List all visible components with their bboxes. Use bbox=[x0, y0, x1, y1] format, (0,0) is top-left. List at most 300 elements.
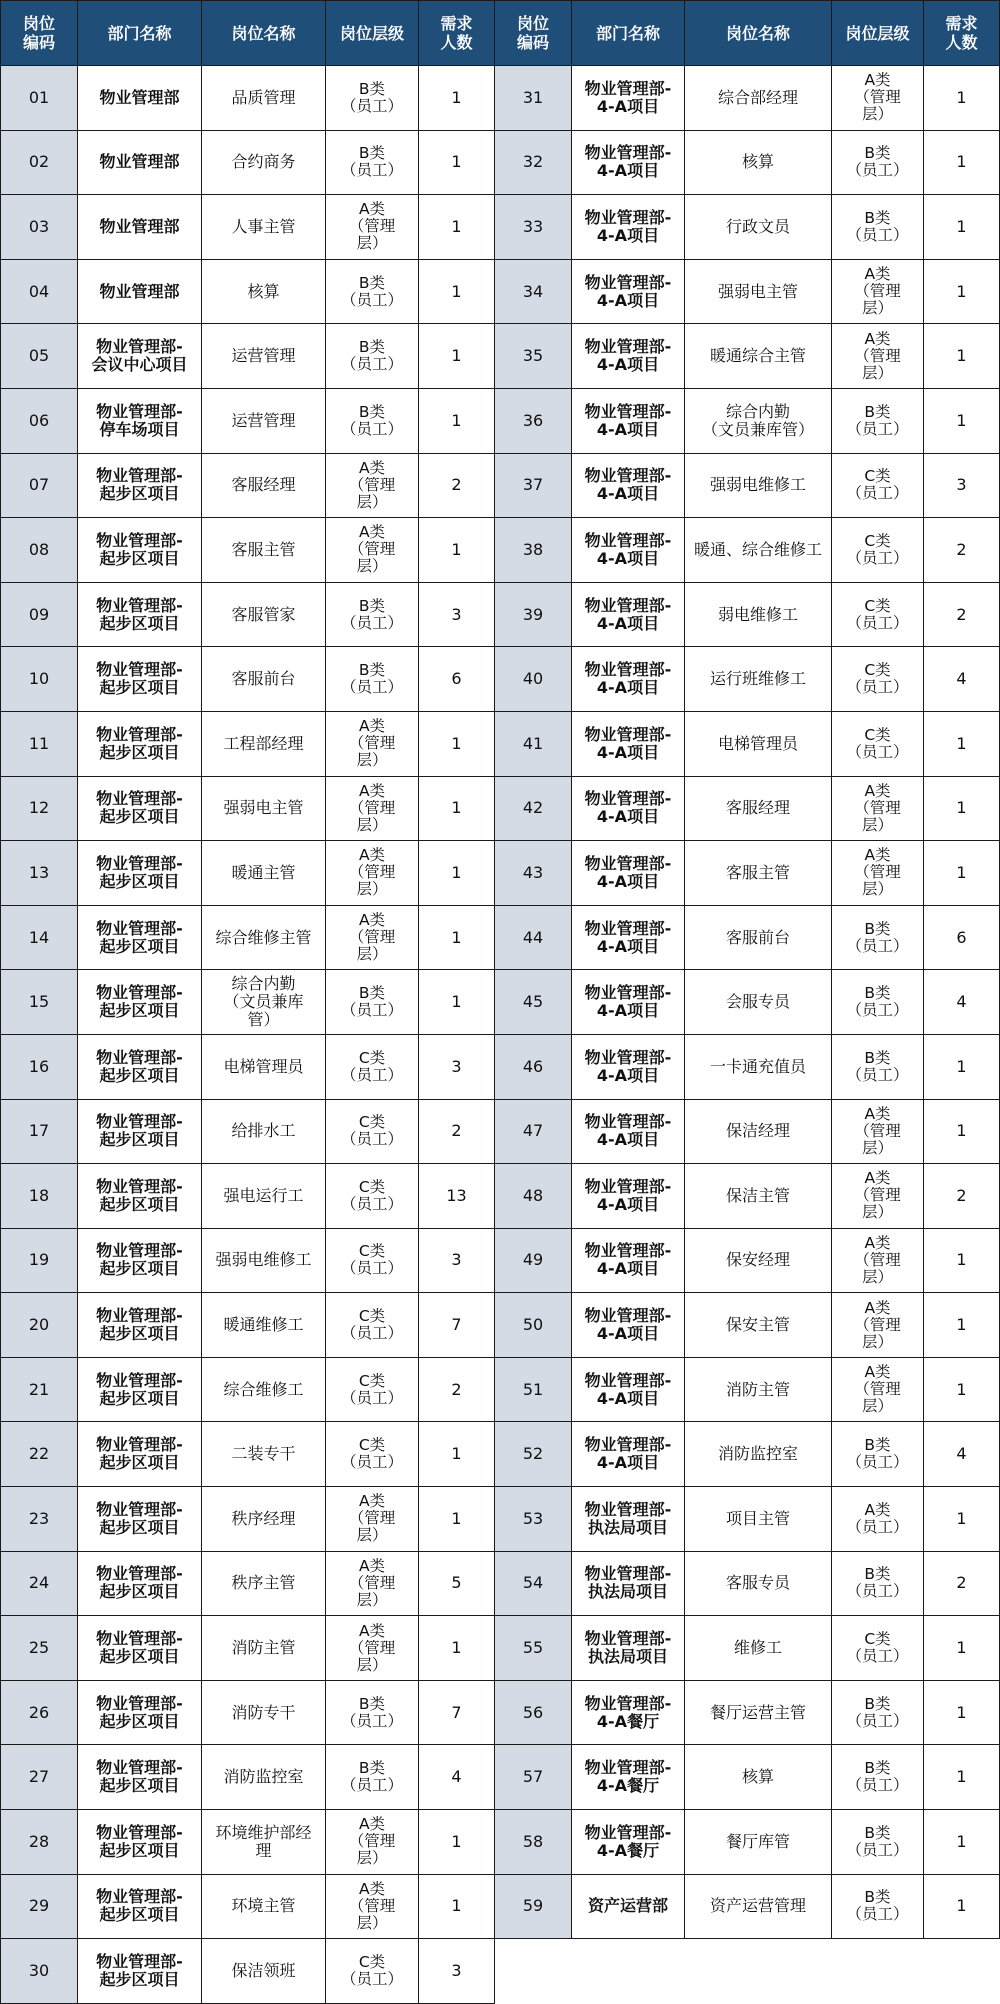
job-code-cell: 46 bbox=[495, 1034, 572, 1099]
job-code-cell: 13 bbox=[1, 841, 78, 906]
position-name-cell: 环境维护部经 理 bbox=[202, 1810, 326, 1875]
headcount-cell: 2 bbox=[419, 453, 495, 518]
position-level-cell: C类 （员工） bbox=[326, 1228, 419, 1293]
headcount-cell: 1 bbox=[419, 905, 495, 970]
job-code-cell: 30 bbox=[1, 1939, 78, 2004]
position-name-cell: 环境主管 bbox=[202, 1874, 326, 1939]
department-name-cell: 物业管理部- 4-A项目 bbox=[572, 518, 685, 583]
position-level-cell: C类 （员工） bbox=[832, 453, 924, 518]
position-name-cell: 客服专员 bbox=[685, 1551, 832, 1616]
department-name-cell: 物业管理部- 停车场项目 bbox=[78, 388, 202, 453]
department-name-cell: 物业管理部- 4-A项目 bbox=[572, 1228, 685, 1293]
position-name-cell: 消防专干 bbox=[202, 1680, 326, 1745]
department-name-cell: 物业管理部- 起步区项目 bbox=[78, 1164, 202, 1229]
position-name-cell: 强弱电维修工 bbox=[202, 1228, 326, 1293]
position-level-cell: B类 （员工） bbox=[832, 1874, 924, 1939]
job-code-cell: 25 bbox=[1, 1616, 78, 1681]
headcount-cell: 1 bbox=[924, 1293, 1000, 1358]
department-name-cell: 物业管理部- 4-A项目 bbox=[572, 1164, 685, 1229]
table-row bbox=[1, 1034, 1000, 1099]
position-name-cell: 合约商务 bbox=[202, 130, 326, 195]
headcount-cell: 3 bbox=[419, 582, 495, 647]
position-level-cell: C类 （员工） bbox=[832, 1616, 924, 1681]
headcount-cell: 3 bbox=[419, 1939, 495, 2004]
job-code-cell: 33 bbox=[495, 195, 572, 260]
table-row bbox=[1, 1810, 1000, 1875]
position-name-cell: 暖通、综合维修工 bbox=[685, 518, 832, 583]
position-level-cell: B类 （员工） bbox=[326, 970, 419, 1035]
department-name-cell: 物业管理部- 起步区项目 bbox=[78, 1228, 202, 1293]
position-level-cell: B类 （员工） bbox=[326, 647, 419, 712]
department-name-cell: 物业管理部- 4-A项目 bbox=[572, 647, 685, 712]
table-row bbox=[1, 1745, 1000, 1810]
job-code-cell: 42 bbox=[495, 776, 572, 841]
headcount-cell: 2 bbox=[924, 518, 1000, 583]
job-code-cell: 17 bbox=[1, 1099, 78, 1164]
department-name-cell: 物业管理部- 4-A项目 bbox=[572, 324, 685, 389]
department-name-cell: 物业管理部- 起步区项目 bbox=[78, 1616, 202, 1681]
job-code-cell: 48 bbox=[495, 1164, 572, 1229]
position-name-cell: 客服经理 bbox=[202, 453, 326, 518]
department-name-cell: 物业管理部- 起步区项目 bbox=[78, 1034, 202, 1099]
department-name-cell: 物业管理部- 4-A项目 bbox=[572, 970, 685, 1035]
department-name-cell: 物业管理部 bbox=[78, 66, 202, 131]
position-name-cell: 保安经理 bbox=[685, 1228, 832, 1293]
position-level-cell: A类 （管理 层） bbox=[326, 453, 419, 518]
position-name-cell: 电梯管理员 bbox=[685, 711, 832, 776]
table-row bbox=[1, 841, 1000, 906]
position-name-cell: 运营管理 bbox=[202, 324, 326, 389]
position-level-cell: A类 （管理 层） bbox=[832, 1228, 924, 1293]
job-code-cell: 51 bbox=[495, 1357, 572, 1422]
department-name-cell: 物业管理部- 4-A项目 bbox=[572, 582, 685, 647]
position-name-cell: 客服管家 bbox=[202, 582, 326, 647]
headcount-cell: 1 bbox=[419, 518, 495, 583]
position-name-cell: 餐厅库管 bbox=[685, 1810, 832, 1875]
position-level-cell: C类 （员工） bbox=[326, 1422, 419, 1487]
position-level-cell: B类 （员工） bbox=[832, 130, 924, 195]
job-code-cell: 29 bbox=[1, 1874, 78, 1939]
department-name-cell: 物业管理部- 起步区项目 bbox=[78, 970, 202, 1035]
department-name-cell: 物业管理部- 4-A项目 bbox=[572, 259, 685, 324]
position-level-cell: B类 （员工） bbox=[832, 1810, 924, 1875]
header-row bbox=[1, 1, 1000, 66]
department-name-cell: 物业管理部- 4-A项目 bbox=[572, 905, 685, 970]
job-code-cell: 12 bbox=[1, 776, 78, 841]
headcount-cell: 1 bbox=[419, 1487, 495, 1552]
headcount-cell: 4 bbox=[924, 647, 1000, 712]
headcount-cell: 6 bbox=[924, 905, 1000, 970]
headcount-cell: 6 bbox=[419, 647, 495, 712]
position-name-cell: 综合内勤 （文员兼库 管） bbox=[202, 970, 326, 1035]
position-level-cell: C类 （员工） bbox=[326, 1034, 419, 1099]
position-level-cell: A类 （管理 层） bbox=[326, 776, 419, 841]
job-code-cell: 41 bbox=[495, 711, 572, 776]
headcount-cell: 1 bbox=[419, 66, 495, 131]
position-name-cell: 保洁主管 bbox=[685, 1164, 832, 1229]
department-name-cell: 物业管理部- 起步区项目 bbox=[78, 453, 202, 518]
position-level-cell: B类 （员工） bbox=[326, 259, 419, 324]
headcount-cell: 1 bbox=[924, 776, 1000, 841]
position-level-cell: B类 （员工） bbox=[326, 388, 419, 453]
department-name-cell: 物业管理部- 起步区项目 bbox=[78, 776, 202, 841]
position-name-cell: 工程部经理 bbox=[202, 711, 326, 776]
job-code-cell: 19 bbox=[1, 1228, 78, 1293]
position-name-cell: 餐厅运营主管 bbox=[685, 1680, 832, 1745]
position-level-cell: A类 （管理 层） bbox=[326, 1874, 419, 1939]
job-code-cell: 02 bbox=[1, 130, 78, 195]
header-code-left: 岗位 编码 bbox=[1, 1, 78, 66]
job-code-cell: 03 bbox=[1, 195, 78, 260]
job-code-cell: 15 bbox=[1, 970, 78, 1035]
position-name-cell: 运营管理 bbox=[202, 388, 326, 453]
department-name-cell: 物业管理部- 4-A餐厅 bbox=[572, 1745, 685, 1810]
job-code-cell: 52 bbox=[495, 1422, 572, 1487]
job-code-cell: 38 bbox=[495, 518, 572, 583]
department-name-cell: 物业管理部- 起步区项目 bbox=[78, 1680, 202, 1745]
department-name-cell: 物业管理部- 4-A项目 bbox=[572, 195, 685, 260]
position-level-cell: A类 （管理 层） bbox=[326, 905, 419, 970]
job-code-cell: 23 bbox=[1, 1487, 78, 1552]
department-name-cell: 物业管理部- 起步区项目 bbox=[78, 1551, 202, 1616]
department-name-cell: 物业管理部- 4-A项目 bbox=[572, 776, 685, 841]
position-level-cell: A类 （管理 层） bbox=[832, 259, 924, 324]
headcount-cell: 1 bbox=[419, 1422, 495, 1487]
department-name-cell: 物业管理部- 4-A项目 bbox=[572, 1357, 685, 1422]
header-dept-left: 部门名称 bbox=[78, 1, 202, 66]
department-name-cell: 物业管理部 bbox=[78, 195, 202, 260]
headcount-cell: 1 bbox=[419, 324, 495, 389]
table-row bbox=[1, 1616, 1000, 1681]
position-name-cell: 保安主管 bbox=[685, 1293, 832, 1358]
position-level-cell: A类 （管理 层） bbox=[326, 195, 419, 260]
header-level-right: 岗位层级 bbox=[832, 1, 924, 66]
headcount-cell: 1 bbox=[924, 1357, 1000, 1422]
headcount-cell: 2 bbox=[924, 1551, 1000, 1616]
job-code-cell: 49 bbox=[495, 1228, 572, 1293]
position-name-cell: 项目主管 bbox=[685, 1487, 832, 1552]
position-level-cell: B类 （员工） bbox=[832, 970, 924, 1035]
headcount-cell: 1 bbox=[419, 130, 495, 195]
position-name-cell: 综合维修主管 bbox=[202, 905, 326, 970]
department-name-cell: 物业管理部- 4-A项目 bbox=[572, 711, 685, 776]
department-name-cell: 物业管理部- 4-A项目 bbox=[572, 1422, 685, 1487]
position-name-cell: 客服主管 bbox=[685, 841, 832, 906]
table-row bbox=[1, 453, 1000, 518]
position-name-cell: 强弱电主管 bbox=[202, 776, 326, 841]
job-code-cell: 20 bbox=[1, 1293, 78, 1358]
table-row bbox=[1, 1551, 1000, 1616]
headcount-cell: 1 bbox=[419, 711, 495, 776]
position-level-cell: A类 （管理 层） bbox=[326, 1616, 419, 1681]
position-name-cell: 弱电维修工 bbox=[685, 582, 832, 647]
position-level-cell: A类 （管理 层） bbox=[326, 1810, 419, 1875]
table-row bbox=[1, 711, 1000, 776]
headcount-cell: 1 bbox=[924, 259, 1000, 324]
department-name-cell: 物业管理部- 起步区项目 bbox=[78, 1939, 202, 2004]
header-dept-right: 部门名称 bbox=[572, 1, 685, 66]
position-level-cell: A类 （员工） bbox=[832, 1487, 924, 1552]
table-row bbox=[1, 1680, 1000, 1745]
headcount-cell: 1 bbox=[924, 1810, 1000, 1875]
position-name-cell: 维修工 bbox=[685, 1616, 832, 1681]
position-level-cell: C类 （员工） bbox=[832, 711, 924, 776]
position-name-cell: 客服前台 bbox=[685, 905, 832, 970]
position-name-cell: 消防监控室 bbox=[685, 1422, 832, 1487]
headcount-cell: 1 bbox=[924, 130, 1000, 195]
position-name-cell: 资产运营管理 bbox=[685, 1874, 832, 1939]
department-name-cell: 物业管理部- 起步区项目 bbox=[78, 905, 202, 970]
job-code-cell: 06 bbox=[1, 388, 78, 453]
position-level-cell: A类 （管理 层） bbox=[326, 711, 419, 776]
position-level-cell: C类 （员工） bbox=[832, 582, 924, 647]
department-name-cell: 物业管理部- 4-A餐厅 bbox=[572, 1680, 685, 1745]
headcount-cell: 3 bbox=[924, 453, 1000, 518]
position-level-cell: B类 （员工） bbox=[326, 1745, 419, 1810]
position-level-cell: B类 （员工） bbox=[326, 130, 419, 195]
job-code-cell: 37 bbox=[495, 453, 572, 518]
position-name-cell: 暖通主管 bbox=[202, 841, 326, 906]
department-name-cell: 物业管理部- 4-A项目 bbox=[572, 841, 685, 906]
job-code-cell: 43 bbox=[495, 841, 572, 906]
position-level-cell: A类 （管理 层） bbox=[326, 1487, 419, 1552]
job-code-cell: 55 bbox=[495, 1616, 572, 1681]
department-name-cell: 物业管理部- 起步区项目 bbox=[78, 711, 202, 776]
department-name-cell: 物业管理部- 起步区项目 bbox=[78, 1810, 202, 1875]
job-code-cell: 05 bbox=[1, 324, 78, 389]
position-level-cell: C类 （员工） bbox=[326, 1164, 419, 1229]
table-row bbox=[1, 388, 1000, 453]
table-row bbox=[1, 1422, 1000, 1487]
headcount-cell: 1 bbox=[924, 1680, 1000, 1745]
department-name-cell: 物业管理部- 起步区项目 bbox=[78, 1487, 202, 1552]
position-name-cell: 客服经理 bbox=[685, 776, 832, 841]
position-name-cell: 综合部经理 bbox=[685, 66, 832, 131]
table-row bbox=[1, 582, 1000, 647]
job-code-cell: 22 bbox=[1, 1422, 78, 1487]
job-code-cell: 01 bbox=[1, 66, 78, 131]
job-code-cell: 26 bbox=[1, 1680, 78, 1745]
position-level-cell: B类 （员工） bbox=[326, 1680, 419, 1745]
department-name-cell: 物业管理部- 起步区项目 bbox=[78, 1357, 202, 1422]
headcount-cell: 4 bbox=[924, 970, 1000, 1035]
position-level-cell: B类 （员工） bbox=[832, 1551, 924, 1616]
position-name-cell: 消防监控室 bbox=[202, 1745, 326, 1810]
position-name-cell: 综合内勤 （文员兼库管） bbox=[685, 388, 832, 453]
department-name-cell: 物业管理部- 执法局项目 bbox=[572, 1616, 685, 1681]
headcount-cell: 1 bbox=[419, 1616, 495, 1681]
department-name-cell: 物业管理部- 起步区项目 bbox=[78, 518, 202, 583]
department-name-cell: 物业管理部- 会议中心项目 bbox=[78, 324, 202, 389]
headcount-cell: 1 bbox=[924, 324, 1000, 389]
position-level-cell: B类 （员工） bbox=[832, 1034, 924, 1099]
position-level-cell: C类 （员工） bbox=[832, 647, 924, 712]
position-name-cell: 核算 bbox=[685, 1745, 832, 1810]
position-name-cell: 一卡通充值员 bbox=[685, 1034, 832, 1099]
job-code-cell: 35 bbox=[495, 324, 572, 389]
table-row bbox=[1, 259, 1000, 324]
department-name-cell: 物业管理部- 4-A餐厅 bbox=[572, 1810, 685, 1875]
headcount-cell: 3 bbox=[419, 1228, 495, 1293]
position-level-cell: B类 （员工） bbox=[832, 1422, 924, 1487]
table-row bbox=[1, 518, 1000, 583]
headcount-cell: 7 bbox=[419, 1293, 495, 1358]
position-level-cell: A类 （管理 层） bbox=[832, 1164, 924, 1229]
headcount-cell: 1 bbox=[419, 1810, 495, 1875]
headcount-cell: 1 bbox=[419, 388, 495, 453]
job-code-cell: 16 bbox=[1, 1034, 78, 1099]
position-level-cell: B类 （员工） bbox=[832, 1680, 924, 1745]
job-code-cell: 18 bbox=[1, 1164, 78, 1229]
position-level-cell: A类 （管理 层） bbox=[832, 1357, 924, 1422]
job-code-cell: 21 bbox=[1, 1357, 78, 1422]
position-level-cell: C类 （员工） bbox=[832, 518, 924, 583]
headcount-cell: 2 bbox=[924, 582, 1000, 647]
table-row bbox=[1, 1487, 1000, 1552]
headcount-cell: 4 bbox=[924, 1422, 1000, 1487]
department-name-cell: 物业管理部- 起步区项目 bbox=[78, 1745, 202, 1810]
position-name-cell: 保洁经理 bbox=[685, 1099, 832, 1164]
job-code-cell: 56 bbox=[495, 1680, 572, 1745]
position-name-cell: 给排水工 bbox=[202, 1099, 326, 1164]
position-name-cell: 秩序主管 bbox=[202, 1551, 326, 1616]
headcount-cell: 1 bbox=[924, 388, 1000, 453]
department-name-cell: 物业管理部- 4-A项目 bbox=[572, 1293, 685, 1358]
department-name-cell: 物业管理部- 4-A项目 bbox=[572, 1099, 685, 1164]
headcount-cell: 1 bbox=[924, 841, 1000, 906]
headcount-cell: 1 bbox=[419, 195, 495, 260]
headcount-cell: 1 bbox=[924, 195, 1000, 260]
department-name-cell: 资产运营部 bbox=[572, 1874, 685, 1939]
position-name-cell: 消防主管 bbox=[202, 1616, 326, 1681]
job-code-cell: 09 bbox=[1, 582, 78, 647]
job-code-cell: 24 bbox=[1, 1551, 78, 1616]
department-name-cell: 物业管理部 bbox=[78, 130, 202, 195]
position-name-cell: 秩序经理 bbox=[202, 1487, 326, 1552]
table-row bbox=[1, 130, 1000, 195]
headcount-cell: 1 bbox=[419, 1874, 495, 1939]
table-body bbox=[1, 66, 1000, 2004]
job-code-cell: 32 bbox=[495, 130, 572, 195]
department-name-cell: 物业管理部- 起步区项目 bbox=[78, 1874, 202, 1939]
job-code-cell: 28 bbox=[1, 1810, 78, 1875]
department-name-cell: 物业管理部- 起步区项目 bbox=[78, 647, 202, 712]
position-name-cell: 消防主管 bbox=[685, 1357, 832, 1422]
job-code-cell: 39 bbox=[495, 582, 572, 647]
headcount-cell: 1 bbox=[924, 1228, 1000, 1293]
headcount-cell: 1 bbox=[419, 776, 495, 841]
headcount-cell: 4 bbox=[419, 1745, 495, 1810]
job-code-cell: 04 bbox=[1, 259, 78, 324]
position-level-cell: A类 （管理 层） bbox=[326, 841, 419, 906]
position-level-cell: B类 （员工） bbox=[326, 66, 419, 131]
job-code-cell: 59 bbox=[495, 1874, 572, 1939]
position-name-cell: 强弱电维修工 bbox=[685, 453, 832, 518]
position-level-cell: C类 （员工） bbox=[326, 1357, 419, 1422]
headcount-cell: 1 bbox=[419, 259, 495, 324]
headcount-cell: 1 bbox=[924, 1034, 1000, 1099]
job-code-cell: 10 bbox=[1, 647, 78, 712]
headcount-cell: 3 bbox=[419, 1034, 495, 1099]
position-name-cell: 品质管理 bbox=[202, 66, 326, 131]
position-level-cell: A类 （管理 层） bbox=[832, 1293, 924, 1358]
department-name-cell: 物业管理部- 起步区项目 bbox=[78, 841, 202, 906]
position-level-cell: A类 （管理 层） bbox=[326, 1551, 419, 1616]
table-row bbox=[1, 1099, 1000, 1164]
position-name-cell: 二装专干 bbox=[202, 1422, 326, 1487]
header-post-right: 岗位名称 bbox=[685, 1, 832, 66]
department-name-cell: 物业管理部- 4-A项目 bbox=[572, 453, 685, 518]
table-row bbox=[1, 195, 1000, 260]
department-name-cell: 物业管理部 bbox=[78, 259, 202, 324]
position-level-cell: B类 （员工） bbox=[832, 905, 924, 970]
department-name-cell: 物业管理部- 起步区项目 bbox=[78, 1099, 202, 1164]
headcount-cell: 7 bbox=[419, 1680, 495, 1745]
position-level-cell: C类 （员工） bbox=[326, 1293, 419, 1358]
job-code-cell: 34 bbox=[495, 259, 572, 324]
job-code-cell: 31 bbox=[495, 66, 572, 131]
headcount-cell: 1 bbox=[924, 66, 1000, 131]
headcount-cell: 13 bbox=[419, 1164, 495, 1229]
headcount-cell: 2 bbox=[419, 1099, 495, 1164]
department-name-cell: 物业管理部- 4-A项目 bbox=[572, 1034, 685, 1099]
position-name-cell: 强电运行工 bbox=[202, 1164, 326, 1229]
table-row bbox=[1, 1164, 1000, 1229]
table-row bbox=[1, 1874, 1000, 1939]
headcount-cell: 1 bbox=[924, 1487, 1000, 1552]
empty-cell bbox=[495, 1939, 1000, 2004]
table-row bbox=[1, 1293, 1000, 1358]
position-level-cell: B类 （员工） bbox=[832, 1745, 924, 1810]
department-name-cell: 物业管理部- 4-A项目 bbox=[572, 130, 685, 195]
position-name-cell: 核算 bbox=[685, 130, 832, 195]
headcount-cell: 1 bbox=[924, 1616, 1000, 1681]
table-row bbox=[1, 66, 1000, 131]
header-level-left: 岗位层级 bbox=[326, 1, 419, 66]
job-code-cell: 50 bbox=[495, 1293, 572, 1358]
headcount-cell: 1 bbox=[924, 1099, 1000, 1164]
headcount-cell: 1 bbox=[924, 1874, 1000, 1939]
job-code-cell: 14 bbox=[1, 905, 78, 970]
department-name-cell: 物业管理部- 起步区项目 bbox=[78, 1293, 202, 1358]
department-name-cell: 物业管理部- 4-A项目 bbox=[572, 66, 685, 131]
position-name-cell: 人事主管 bbox=[202, 195, 326, 260]
department-name-cell: 物业管理部- 起步区项目 bbox=[78, 1422, 202, 1487]
position-level-cell: C类 （员工） bbox=[326, 1099, 419, 1164]
position-level-cell: A类 （管理 层） bbox=[832, 1099, 924, 1164]
table-row bbox=[1, 970, 1000, 1035]
headcount-cell: 2 bbox=[924, 1164, 1000, 1229]
position-level-cell: B类 （员工） bbox=[832, 195, 924, 260]
job-code-cell: 27 bbox=[1, 1745, 78, 1810]
table-row bbox=[1, 905, 1000, 970]
position-level-cell: C类 （员工） bbox=[326, 1939, 419, 2004]
table-row bbox=[1, 324, 1000, 389]
department-name-cell: 物业管理部- 执法局项目 bbox=[572, 1487, 685, 1552]
table-row bbox=[1, 1228, 1000, 1293]
job-code-cell: 57 bbox=[495, 1745, 572, 1810]
job-code-cell: 54 bbox=[495, 1551, 572, 1616]
position-level-cell: A类 （管理 层） bbox=[832, 841, 924, 906]
job-code-cell: 53 bbox=[495, 1487, 572, 1552]
position-level-cell: A类 （管理 层） bbox=[832, 66, 924, 131]
position-level-cell: B类 （员工） bbox=[326, 582, 419, 647]
headcount-cell: 1 bbox=[419, 841, 495, 906]
header-post-left: 岗位名称 bbox=[202, 1, 326, 66]
headcount-cell: 5 bbox=[419, 1551, 495, 1616]
position-name-cell: 暖通维修工 bbox=[202, 1293, 326, 1358]
headcount-cell: 1 bbox=[924, 711, 1000, 776]
